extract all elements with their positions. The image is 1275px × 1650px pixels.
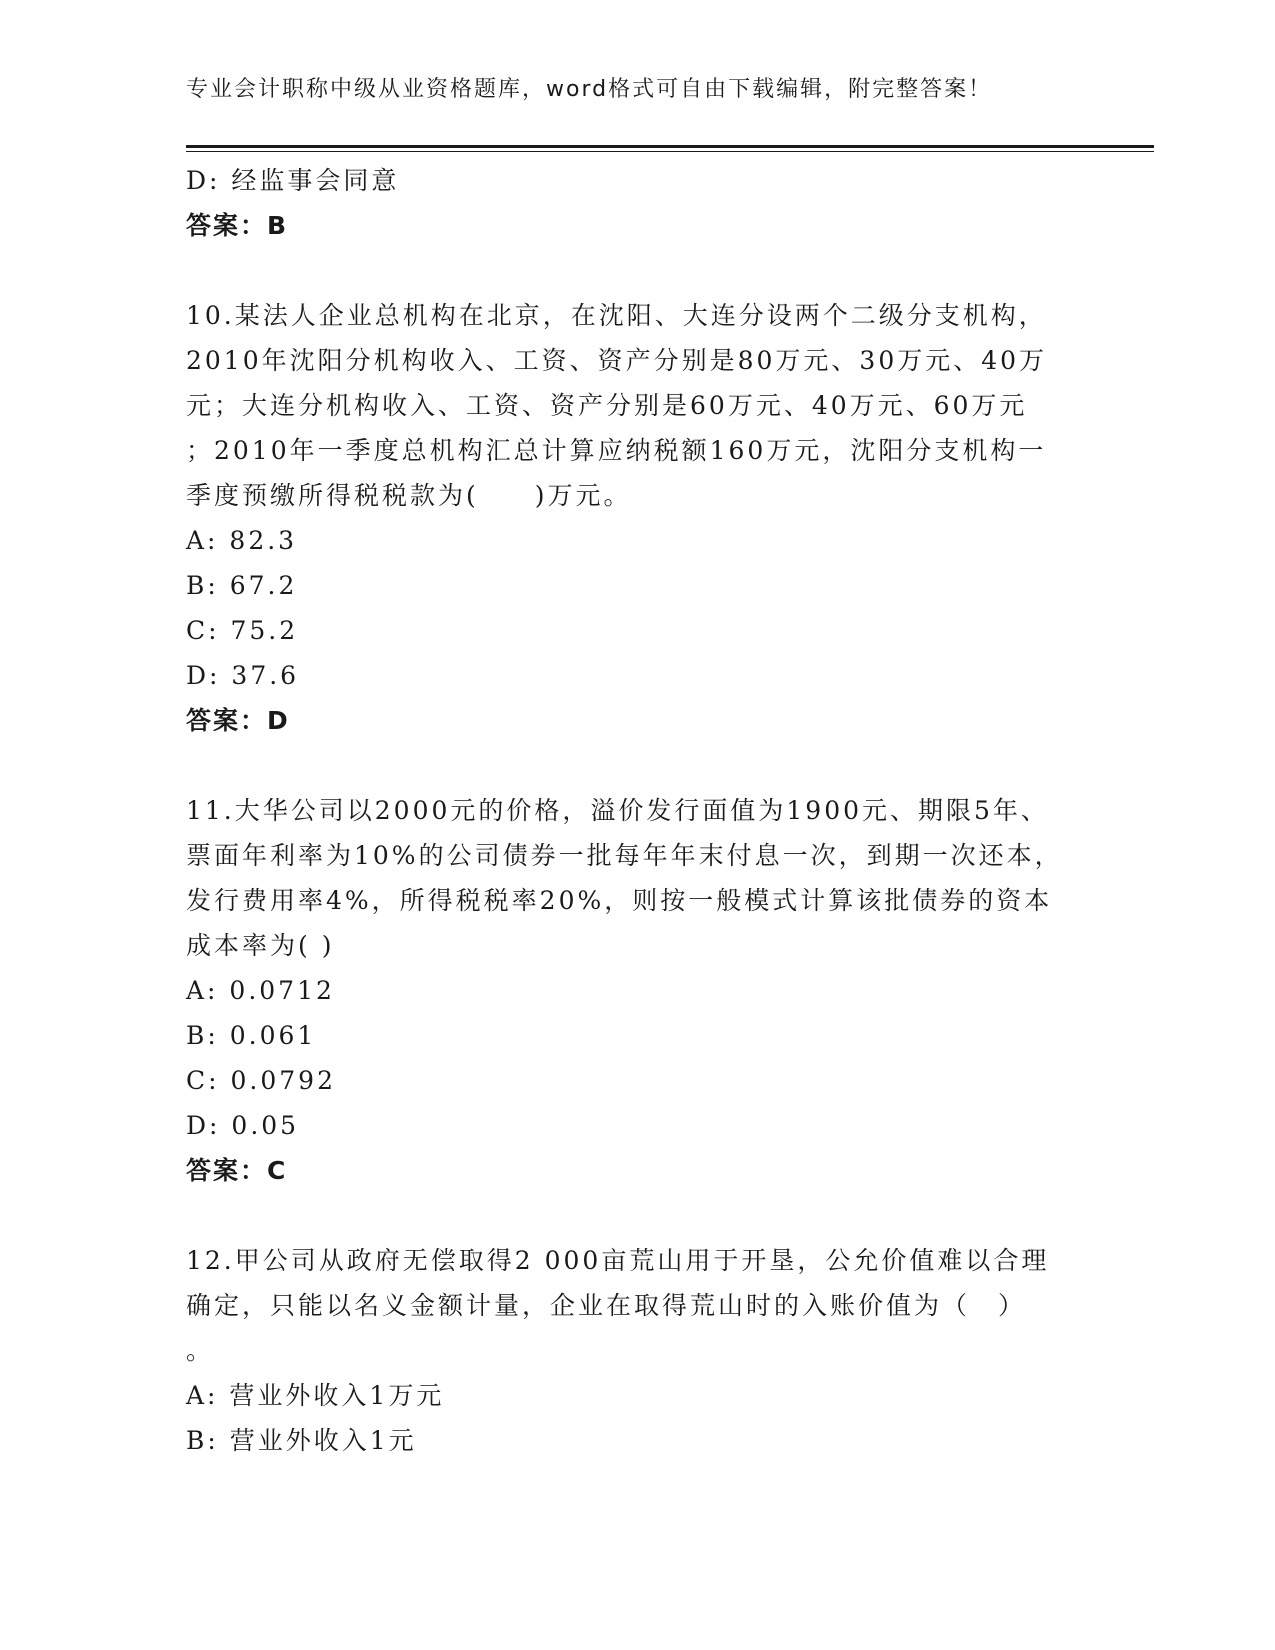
question-line: B: 67.2 [186, 571, 298, 600]
question-line: 。 [186, 1336, 215, 1365]
question-line: B: 0.061 [186, 1021, 317, 1050]
question-line: A: 营业外收入1万元 [186, 1381, 445, 1410]
question-line: D: 0.05 [186, 1111, 300, 1140]
question-line: 元；大连分机构收入、工资、资产分别是60万元、40万元、60万元 [186, 391, 1028, 420]
question-line: 确定，只能以名义金额计量，企业在取得荒山时的入账价值为（ ） [186, 1291, 1027, 1320]
question-line: 12.甲公司从政府无偿取得2 000亩荒山用于开垦，公允价值难以合理 [186, 1246, 1050, 1275]
block-spacer [186, 743, 1086, 788]
question-block [186, 1238, 1086, 1463]
question-block [186, 158, 1086, 248]
question-line: 成本率为( ) [186, 931, 335, 960]
question-line: D: 经监事会同意 [186, 166, 400, 195]
header-rule-thin [186, 151, 1154, 152]
question-block [186, 788, 1086, 1193]
question-line: C: 75.2 [186, 616, 299, 645]
page-header: 专业会计职称中级从业资格题库，word格式可自由下载编辑，附完整答案！ [186, 77, 993, 102]
question-line: 票面年利率为10%的公司债券一批每年年末付息一次，到期一次还本， [186, 841, 1063, 870]
question-line: ；2010年一季度总机构汇总计算应纳税额160万元，沈阳分支机构一 [186, 436, 1047, 465]
block-spacer [186, 1193, 1086, 1238]
question-line: 发行费用率4%，所得税税率20%，则按一般模式计算该批债券的资本 [186, 886, 1053, 915]
answer-line: 答案：D [186, 706, 290, 735]
question-line: 2010年沈阳分机构收入、工资、资产分别是80万元、30万元、40万 [186, 346, 1048, 375]
question-line: 11.大华公司以2000元的价格，溢价发行面值为1900元、期限5年、 [186, 796, 1049, 825]
question-content [186, 158, 1086, 1463]
answer-line: 答案：B [186, 211, 289, 240]
question-line: 季度预缴所得税税款为( )万元。 [186, 481, 632, 510]
question-block [186, 293, 1086, 743]
answer-line: 答案：C [186, 1156, 288, 1185]
header-rule-thick [186, 145, 1154, 148]
question-line: B: 营业外收入1元 [186, 1426, 417, 1455]
question-line: C: 0.0792 [186, 1066, 336, 1095]
block-spacer [186, 248, 1086, 293]
question-line: D: 37.6 [186, 661, 300, 690]
question-line: A: 82.3 [186, 526, 298, 555]
question-line: A: 0.0712 [186, 976, 335, 1005]
question-line: 10.某法人企业总机构在北京，在沈阳、大连分设两个二级分支机构， [186, 301, 1047, 330]
